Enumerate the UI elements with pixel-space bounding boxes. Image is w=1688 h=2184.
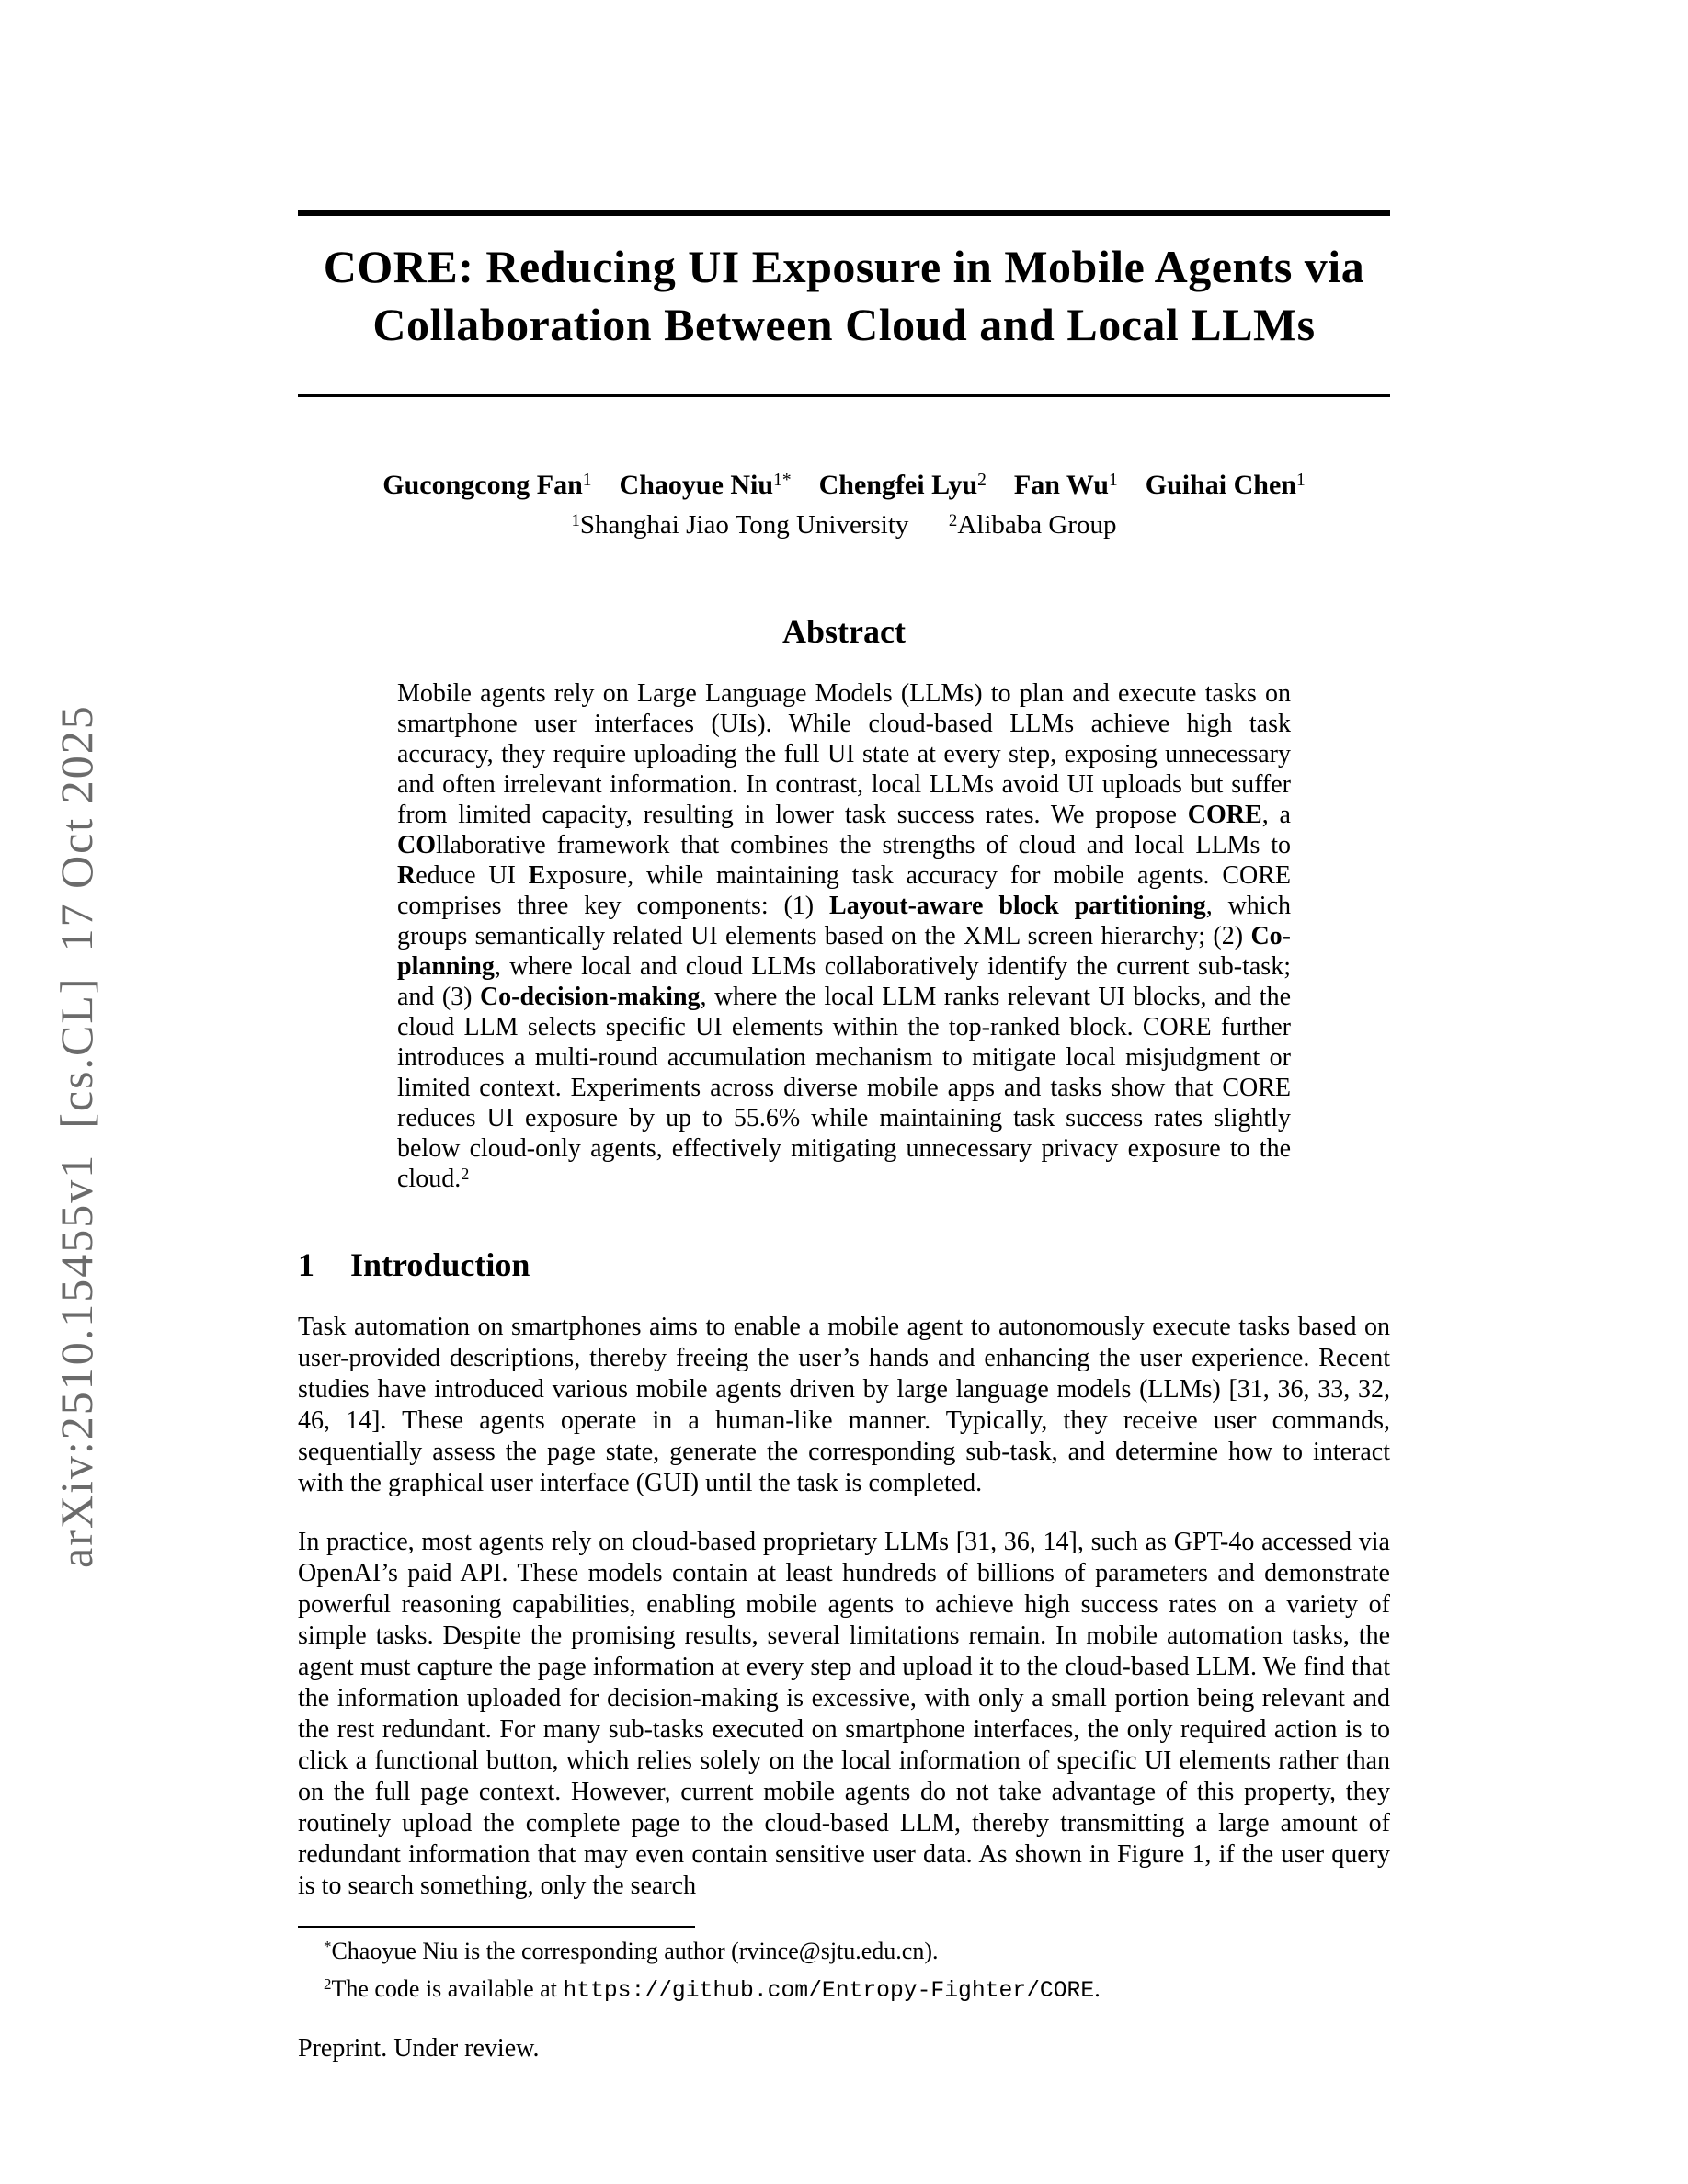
title-rule-top bbox=[298, 210, 1390, 216]
intro-paragraph-1: Task automation on smartphones aims to enable a mobile agent to autonomously execute tasks based on user-provided descriptions, thereby freeing the user’s hands and enhancing the user experience. Recent studies have introduced various mobile agents driven by large language models (LLMs) [31, 36, 33, 32, 46, 14]. These agents operate in a human-like manner. Typically, they receive user commands, sequentially assess the page state, generate the corresponding sub-task, and determine how to interact with the graphical user interface (GUI) until the task is completed. bbox=[298, 1313, 1390, 1497]
paper-title-line1: CORE: Reducing UI Exposure in Mobile Agents via bbox=[323, 241, 1365, 292]
paper-title bbox=[298, 238, 1390, 354]
authors-line: Gucongcong Fan$^1$ Chaoyue Niu$^{1*}$ Chengfei Lyu$^2$ Fan Wu$^1$ Guihai Chen$^1$ bbox=[382, 470, 1306, 500]
title-rule-bottom bbox=[298, 394, 1390, 397]
abstract-heading: Abstract bbox=[782, 613, 906, 650]
intro-paragraph-2: In practice, most agents rely on cloud-based proprietary LLMs [31, 36, 14], such as GPT-4o accessed via OpenAI’s paid API. These models contain at least hundreds of billions of parameters and demonstrate powerful reasoning capabilities, enabling mobile agents to achieve high success rates on a variety of simple tasks. Despite the promising results, several limitations remain. In mobile automation tasks, the agent must capture the page information at every step and upload it to the cloud-based LLM. We find that the information uploaded for decision-making is excessive, with only a small portion being relevant and the rest redundant. For many sub-tasks executed on smartphone interfaces, the only required action is to click a functional button, which relies solely on the local information of specific UI elements rather than on the full page context. However, current mobile agents do not take advantage of this property, they routinely upload the complete page to the cloud-based LLM, thereby transmitting a large amount of redundant information that may even contain sensitive user data. As shown in Figure 1, if the user query is to search something, only the search bbox=[298, 1528, 1390, 1900]
paper-content bbox=[298, 0, 1390, 2006]
arxiv-stamp: arXiv:2510.15455v1 [cs.CL] 17 Oct 2025 bbox=[51, 704, 102, 1568]
affiliations-line: $^1$Shanghai Jiao Tong University $^2$Alibaba Group bbox=[571, 510, 1117, 540]
section-title: Introduction bbox=[350, 1246, 530, 1283]
abstract-text: Mobile agents rely on Large Language Models (LLMs) to plan and execute tasks on smartphone user interfaces (UIs). While cloud-based LLMs achieve high task accuracy, they require uploading the full UI state at every step, exposing unnecessary and often irrelevant information. In contrast, local LLMs avoid UI uploads but suffer from limited capacity, resulting in lower task success rates. We propose CORE, a COllaborative framework that combines the strengths of cloud and local LLMs to Reduce UI Exposure, while maintaining task accuracy for mobile agents. CORE comprises three key components: (1) Layout-aware block partitioning, which groups semantically related UI elements based on the XML screen hierarchy; (2) Co-planning, where local and cloud LLMs collaboratively identify the current sub-task; and (3) Co-decision-making, where the local LLM ranks relevant UI blocks, and the cloud LLM selects specific UI elements within the top-ranked block. CORE further introduces a multi-round accumulation mechanism to mitigate local misjudgment or limited context. Experiments across diverse mobile apps and tasks show that CORE reduces UI exposure by up to 55.6% while maintaining task success rates slightly below cloud-only agents, effectively mitigating unnecessary privacy exposure to the cloud.$^2$ bbox=[397, 679, 1292, 1193]
section-number: 1 bbox=[298, 1246, 314, 1283]
paper-title-line2: Collaboration Between Cloud and Local LLMs bbox=[372, 299, 1316, 350]
section-heading-introduction bbox=[298, 1246, 1390, 1284]
preprint-notice: Preprint. Under review. bbox=[298, 2034, 540, 2063]
footnote-code-link: $^2$The code is available at https://github.com/Entropy-Fighter/CORE. bbox=[324, 1975, 1101, 2004]
footnote-rule bbox=[298, 1926, 695, 1928]
footnote-corresponding-author: *Chaoyue Niu is the corresponding author (rvince@sjtu.edu.cn). bbox=[324, 1938, 939, 1964]
